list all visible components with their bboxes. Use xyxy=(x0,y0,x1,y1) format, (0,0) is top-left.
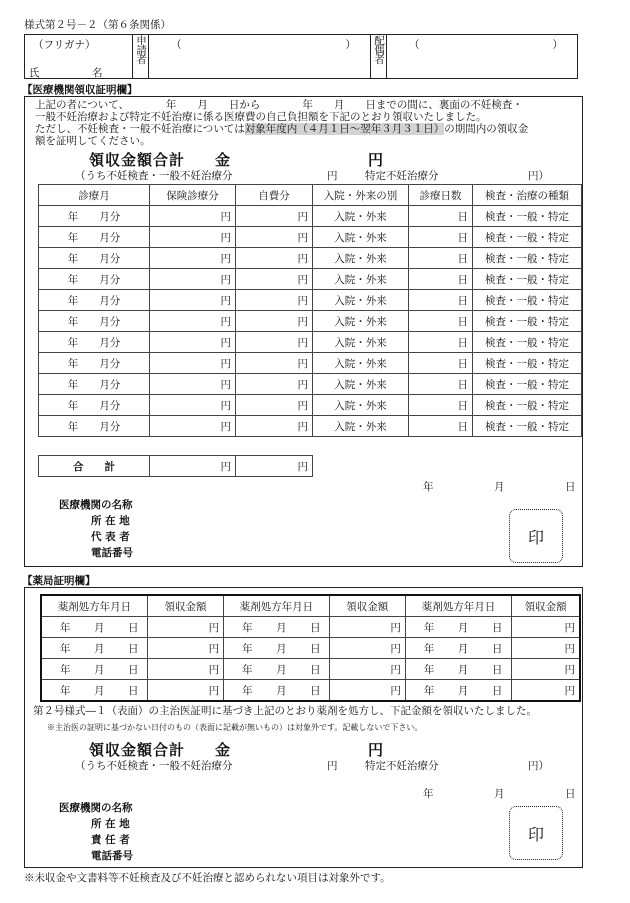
row-self[interactable]: 円 xyxy=(236,416,313,437)
row-inout[interactable]: 入院・外来 xyxy=(313,227,409,248)
ph-date-m: 月 xyxy=(457,643,469,655)
row-days[interactable]: 日 xyxy=(409,248,473,269)
row-month[interactable]: 年 月分 xyxy=(39,311,150,332)
medical-date-month: 月 xyxy=(494,481,505,493)
row-insurance[interactable]: 円 xyxy=(150,416,236,437)
total-self[interactable]: 円 xyxy=(236,456,313,477)
total-label: 合 計 xyxy=(39,456,150,477)
ph-row-date[interactable] xyxy=(224,638,329,659)
medical-para-2: 一般不妊治療および特定不妊治療に係る医療費の自己負担額を下記のとおり領収いたしました。 xyxy=(35,111,487,123)
ph-date-m: 月 xyxy=(276,664,287,676)
row-inout[interactable]: 入院・外来 xyxy=(313,269,409,290)
row-kind[interactable]: 検査・一般・特定 xyxy=(473,206,582,227)
ph-date-d: 日 xyxy=(310,622,321,634)
furigana-label: （フリガナ） xyxy=(33,39,96,51)
medical-kin: 金 xyxy=(215,151,232,169)
ph-row-date[interactable] xyxy=(41,659,147,680)
ph-row-amount[interactable]: 円 xyxy=(512,659,580,680)
row-kind[interactable]: 検査・一般・特定 xyxy=(473,290,582,311)
ph-row-date[interactable] xyxy=(41,638,147,659)
total-insurance[interactable]: 円 xyxy=(150,456,236,477)
header-insurance: 保険診療分 xyxy=(150,185,236,206)
medical-para-3b: の期間内の領収金 xyxy=(444,123,529,135)
row-days[interactable]: 日 xyxy=(409,395,473,416)
table-row xyxy=(39,311,582,332)
pharmacy-table xyxy=(40,594,581,702)
row-month[interactable]: 年 月分 xyxy=(39,395,150,416)
pharmacy-responsible: 責 任 者 xyxy=(91,834,130,846)
ph-header-amount-3: 領収金額 xyxy=(512,595,580,617)
medical-total-row xyxy=(38,455,313,477)
table-row xyxy=(39,206,582,227)
row-insurance[interactable]: 円 xyxy=(150,311,236,332)
ph-date-y: 年 xyxy=(60,685,71,697)
row-days[interactable]: 日 xyxy=(409,290,473,311)
medical-address: 所 在 地 xyxy=(91,515,130,527)
ph-date-d: 日 xyxy=(128,685,139,697)
medical-heading: 【医療機関領収証明欄】 xyxy=(22,84,138,96)
table-row xyxy=(39,227,582,248)
applicant-table xyxy=(24,34,578,79)
ph-row-amount[interactable]: 円 xyxy=(147,617,223,638)
row-self[interactable]: 円 xyxy=(236,227,313,248)
medical-breakdown-b: 特定不妊治療分 xyxy=(365,170,439,182)
row-insurance[interactable]: 円 xyxy=(150,290,236,311)
pharmacy-address: 所 在 地 xyxy=(91,818,130,830)
row-self[interactable]: 円 xyxy=(236,269,313,290)
ph-date-y: 年 xyxy=(423,643,435,655)
ph-date-d: 日 xyxy=(310,685,321,697)
ph-date-y: 年 xyxy=(242,622,253,634)
row-insurance[interactable]: 円 xyxy=(150,269,236,290)
row-inout[interactable]: 入院・外来 xyxy=(313,248,409,269)
pharmacy-date-year: 年 xyxy=(423,788,434,800)
ph-header-date-3: 薬剤処方年月日 xyxy=(405,595,511,617)
ph-date-m: 月 xyxy=(457,622,469,634)
row-month[interactable]: 年 月分 xyxy=(39,269,150,290)
table-row xyxy=(39,248,582,269)
row-kind[interactable]: 検査・一般・特定 xyxy=(473,269,582,290)
applicant-label: 申請者 xyxy=(135,35,147,64)
ph-date-d: 日 xyxy=(128,664,139,676)
ph-date-d: 日 xyxy=(128,643,139,655)
row-days[interactable]: 日 xyxy=(409,206,473,227)
row-kind[interactable]: 検査・一般・特定 xyxy=(473,248,582,269)
ph-row-amount[interactable]: 円 xyxy=(512,638,580,659)
table-row xyxy=(39,395,582,416)
row-month[interactable]: 年 月分 xyxy=(39,332,150,353)
spouse-name-field[interactable] xyxy=(387,35,578,79)
table-row xyxy=(41,617,580,638)
ph-date-m: 月 xyxy=(457,685,469,697)
row-kind[interactable]: 検査・一般・特定 xyxy=(473,311,582,332)
header-self: 自費分 xyxy=(236,185,313,206)
row-inout[interactable]: 入院・外来 xyxy=(313,206,409,227)
row-self[interactable]: 円 xyxy=(236,290,313,311)
header-month: 診療月 xyxy=(39,185,150,206)
pharmacy-kin: 金 xyxy=(215,741,232,759)
medical-representative: 代 表 者 xyxy=(91,531,130,543)
ph-date-y: 年 xyxy=(60,643,71,655)
row-inout[interactable]: 入院・外来 xyxy=(313,311,409,332)
ph-row-date[interactable] xyxy=(41,617,147,638)
pharmacy-heading: 【薬局証明欄】 xyxy=(22,575,96,587)
medical-para-4: 額を証明してください。 xyxy=(35,135,151,147)
ph-row-date[interactable] xyxy=(224,659,329,680)
pharmacy-total-label: 領収金額合計 xyxy=(89,741,186,759)
row-insurance[interactable]: 円 xyxy=(150,332,236,353)
medical-total-label: 領収金額合計 xyxy=(89,151,186,169)
row-insurance[interactable]: 円 xyxy=(150,374,236,395)
ph-row-amount[interactable]: 円 xyxy=(147,659,223,680)
form-id: 様式第２号－２（第６条関係） xyxy=(24,19,171,31)
row-inout[interactable]: 入院・外来 xyxy=(313,332,409,353)
ph-row-amount[interactable]: 円 xyxy=(147,638,223,659)
ph-date-d: 日 xyxy=(491,685,503,697)
applicant-label-cell xyxy=(133,35,149,79)
ph-header-amount-1: 領収金額 xyxy=(147,595,223,617)
row-self[interactable]: 円 xyxy=(236,395,313,416)
spouse-close-paren: ） xyxy=(552,39,563,51)
table-row xyxy=(39,353,582,374)
spouse-label: 配偶者 xyxy=(373,35,385,64)
medical-inst-name: 医療機関の名称 xyxy=(59,499,133,511)
applicant-close-paren: ） xyxy=(345,39,356,51)
ph-date-d: 日 xyxy=(491,664,503,676)
pharmacy-breakdown-yen: 円 xyxy=(327,760,338,772)
header-days: 診療日数 xyxy=(409,185,473,206)
table-row xyxy=(41,638,580,659)
spouse-label-cell xyxy=(371,35,387,79)
ph-date-m: 月 xyxy=(94,664,105,676)
medical-breakdown-yen: 円 xyxy=(327,170,338,182)
ph-date-y: 年 xyxy=(242,643,253,655)
table-row xyxy=(41,680,580,702)
row-days[interactable]: 日 xyxy=(409,311,473,332)
medical-phone: 電話番号 xyxy=(91,547,133,559)
ph-date-y: 年 xyxy=(242,685,253,697)
ph-date-y: 年 xyxy=(423,622,435,634)
table-row xyxy=(39,374,582,395)
ph-header-date-2: 薬剤処方年月日 xyxy=(224,595,329,617)
ph-date-d: 日 xyxy=(310,664,321,676)
pharmacy-phone: 電話番号 xyxy=(91,850,133,862)
ph-date-y: 年 xyxy=(423,664,435,676)
row-days[interactable]: 日 xyxy=(409,227,473,248)
row-days[interactable]: 日 xyxy=(409,269,473,290)
ph-row-amount[interactable]: 円 xyxy=(329,638,405,659)
row-insurance[interactable]: 円 xyxy=(150,395,236,416)
pharmacy-statement: 第２号様式―１（表面）の主治医証明に基づき上記のとおり薬剤を処方し、下記金額を領収いたしました。 xyxy=(33,705,537,717)
row-inout[interactable]: 入院・外来 xyxy=(313,374,409,395)
ph-date-d: 日 xyxy=(128,622,139,634)
ph-date-m: 月 xyxy=(457,664,469,676)
table-row xyxy=(39,332,582,353)
applicant-name-field[interactable] xyxy=(149,35,371,79)
row-insurance[interactable]: 円 xyxy=(150,353,236,374)
ph-date-y: 年 xyxy=(60,622,71,634)
pharmacy-seal-mark: 印 xyxy=(527,824,544,844)
name-cell xyxy=(25,35,133,79)
row-month[interactable]: 年 月分 xyxy=(39,227,150,248)
applicant-open-paren: （ xyxy=(171,39,182,51)
ph-date-y: 年 xyxy=(60,664,71,676)
row-inout[interactable]: 入院・外来 xyxy=(313,353,409,374)
pharmacy-date-month: 月 xyxy=(494,788,505,800)
ph-header-amount-2: 領収金額 xyxy=(329,595,405,617)
row-month[interactable]: 年 月分 xyxy=(39,353,150,374)
pharmacy-seal-box xyxy=(509,806,563,860)
row-self[interactable]: 円 xyxy=(236,206,313,227)
ph-date-m: 月 xyxy=(94,643,105,655)
row-month[interactable]: 年 月分 xyxy=(39,290,150,311)
ph-date-d: 日 xyxy=(491,643,503,655)
ph-row-date[interactable] xyxy=(405,680,511,702)
header-inout: 入院・外来の別 xyxy=(313,185,409,206)
medical-total-yen: 円 xyxy=(368,151,385,169)
row-self[interactable]: 円 xyxy=(236,353,313,374)
ph-date-d: 日 xyxy=(310,643,321,655)
row-kind[interactable]: 検査・一般・特定 xyxy=(473,332,582,353)
pharmacy-certificate-box xyxy=(24,587,583,868)
medical-seal-box xyxy=(509,509,563,563)
medical-breakdown-end: 円） xyxy=(528,170,549,182)
medical-period-highlight: 対象年度内（４月１日～翌年３月３１日） xyxy=(244,123,445,135)
row-inout[interactable]: 入院・外来 xyxy=(313,395,409,416)
medical-date-year: 年 xyxy=(423,481,434,493)
table-row xyxy=(39,416,582,437)
ph-row-amount[interactable]: 円 xyxy=(329,659,405,680)
ph-date-m: 月 xyxy=(276,643,287,655)
ph-date-m: 月 xyxy=(94,622,105,634)
ph-row-amount[interactable]: 円 xyxy=(512,680,580,702)
medical-date-day: 日 xyxy=(565,481,576,493)
ph-date-m: 月 xyxy=(276,622,287,634)
row-kind[interactable]: 検査・一般・特定 xyxy=(473,227,582,248)
table-row xyxy=(39,290,582,311)
row-kind[interactable]: 検査・一般・特定 xyxy=(473,416,582,437)
row-month[interactable]: 年 月分 xyxy=(39,374,150,395)
row-kind[interactable]: 検査・一般・特定 xyxy=(473,374,582,395)
ph-row-amount[interactable]: 円 xyxy=(329,680,405,702)
ph-date-d: 日 xyxy=(491,622,503,634)
medical-table-header xyxy=(39,185,582,206)
row-kind[interactable]: 検査・一般・特定 xyxy=(473,353,582,374)
ph-row-date[interactable] xyxy=(224,617,329,638)
pharmacy-breakdown-a: （うち不妊検査・一般不妊治療分 xyxy=(75,760,233,772)
footer-note: ※未収金や文書料等不妊検査及び不妊治療と認められない項目は対象外です。 xyxy=(24,872,391,884)
row-days[interactable]: 日 xyxy=(409,416,473,437)
medical-seal-mark: 印 xyxy=(527,527,544,547)
ph-date-y: 年 xyxy=(423,685,435,697)
name-label: 氏 名 xyxy=(29,67,103,79)
row-days[interactable]: 日 xyxy=(409,374,473,395)
ph-date-m: 月 xyxy=(94,685,105,697)
ph-row-date[interactable] xyxy=(405,659,511,680)
table-row xyxy=(41,659,580,680)
ph-row-date[interactable] xyxy=(41,680,147,702)
row-month[interactable]: 年 月分 xyxy=(39,416,150,437)
row-days[interactable]: 日 xyxy=(409,353,473,374)
pharmacy-breakdown-b: 特定不妊治療分 xyxy=(365,760,439,772)
ph-date-m: 月 xyxy=(276,685,287,697)
ph-row-date[interactable] xyxy=(224,680,329,702)
medical-table xyxy=(38,184,582,437)
row-days[interactable]: 日 xyxy=(409,332,473,353)
row-insurance[interactable]: 円 xyxy=(150,248,236,269)
row-insurance[interactable]: 円 xyxy=(150,206,236,227)
table-row xyxy=(39,269,582,290)
row-kind[interactable]: 検査・一般・特定 xyxy=(473,395,582,416)
pharmacy-date-day: 日 xyxy=(565,788,576,800)
pharmacy-table-header xyxy=(41,595,580,617)
medical-breakdown-a: （うち不妊検査・一般不妊治療分 xyxy=(75,170,233,182)
row-self[interactable]: 円 xyxy=(236,374,313,395)
ph-row-amount[interactable]: 円 xyxy=(329,617,405,638)
ph-row-date[interactable] xyxy=(405,617,511,638)
row-self[interactable]: 円 xyxy=(236,332,313,353)
ph-row-amount[interactable]: 円 xyxy=(512,617,580,638)
ph-row-date[interactable] xyxy=(405,638,511,659)
medical-para-1: 上記の者について、 年 月 日から 年 月 日までの間に、裏面の不妊検査・ xyxy=(35,99,523,111)
ph-header-date-1: 薬剤処方年月日 xyxy=(41,595,147,617)
pharmacy-note: ※主治医の証明に基づかない日付のもの（表面に記載が無いもの）は対象外です。記載しないで下さい。 xyxy=(47,723,423,732)
ph-row-amount[interactable]: 円 xyxy=(147,680,223,702)
row-month[interactable]: 年 月分 xyxy=(39,206,150,227)
row-self[interactable]: 円 xyxy=(236,248,313,269)
row-inout[interactable]: 入院・外来 xyxy=(313,416,409,437)
row-insurance[interactable]: 円 xyxy=(150,227,236,248)
medical-certificate-box xyxy=(24,96,583,567)
pharmacy-breakdown-end: 円） xyxy=(528,760,549,772)
medical-para-3a: ただし、不妊検査・一般不妊治療については xyxy=(35,123,245,135)
spouse-open-paren: （ xyxy=(409,39,420,51)
row-month[interactable]: 年 月分 xyxy=(39,248,150,269)
pharmacy-total-yen: 円 xyxy=(368,741,385,759)
row-inout[interactable]: 入院・外来 xyxy=(313,290,409,311)
ph-date-y: 年 xyxy=(242,664,253,676)
row-self[interactable]: 円 xyxy=(236,311,313,332)
header-kind: 検査・治療の種類 xyxy=(473,185,582,206)
pharmacy-inst-name: 医療機関の名称 xyxy=(59,802,133,814)
